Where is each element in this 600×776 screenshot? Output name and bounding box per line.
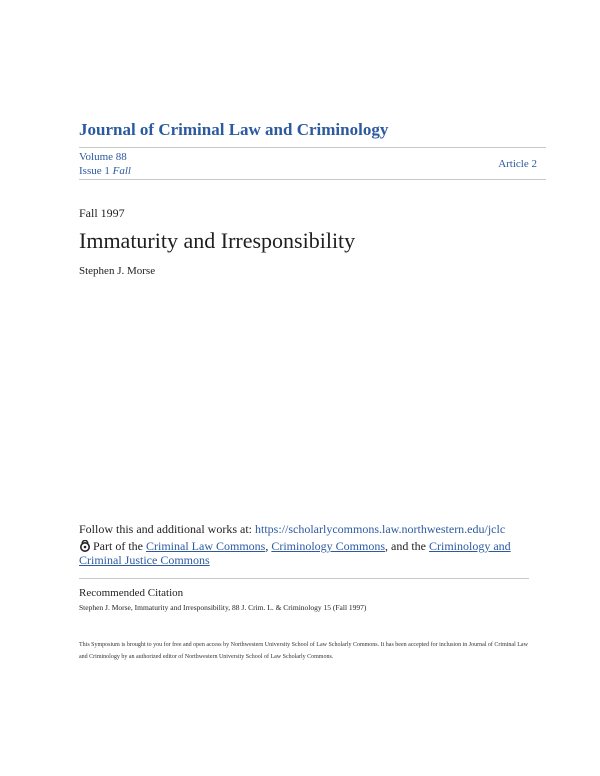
follow-line — [79, 522, 505, 537]
follow-url-link[interactable]: https://scholarlycommons.law.northwestern.edu/jclc — [255, 522, 506, 536]
article-number-link[interactable]: Article 2 — [498, 158, 537, 170]
citation-divider — [79, 578, 529, 579]
commons-and-text: , and the — [385, 539, 430, 553]
criminal-law-commons-link[interactable]: Criminal Law Commons — [146, 539, 266, 553]
issue-link[interactable] — [79, 165, 131, 177]
publication-date: Fall 1997 — [79, 206, 125, 220]
header-divider-top — [79, 147, 546, 148]
open-access-icon — [79, 540, 91, 552]
journal-title[interactable]: Journal of Criminal Law and Criminology — [79, 120, 389, 139]
volume-link[interactable]: Volume 88 — [79, 151, 127, 163]
header-divider-bottom — [79, 179, 546, 180]
article-author: Stephen J. Morse — [79, 265, 156, 277]
part-of-label: Part of the — [93, 539, 146, 553]
recommended-citation-heading: Recommended Citation — [79, 587, 184, 599]
recommended-citation-text: Stephen J. Morse, Immaturity and Irresponsibility, 88 J. Crim. L. & Criminology 15 (Fall 1997) — [79, 603, 367, 612]
criminology-criminal-justice-commons-link[interactable]: Criminology and Criminal Justice Commons — [79, 539, 511, 567]
article-title: Immaturity and Irresponsibility — [79, 228, 356, 253]
follow-label: Follow this and additional works at: — [79, 522, 255, 536]
issue-season: Fall — [112, 165, 131, 177]
part-of-commons — [79, 539, 534, 567]
issue-label: Issue 1 — [79, 165, 110, 177]
criminology-commons-link[interactable]: Criminology Commons — [271, 539, 386, 553]
footer-notice: This Symposium is brought to you for free and open access by Northwestern University School of Law Scholarly Commons. It has been accepted for inclusion in Journal of Criminal Law and Criminology by an authorized editor of Northwestern University School of Law Scholarly Commons. — [79, 642, 528, 660]
commons-separator: , — [265, 539, 272, 553]
